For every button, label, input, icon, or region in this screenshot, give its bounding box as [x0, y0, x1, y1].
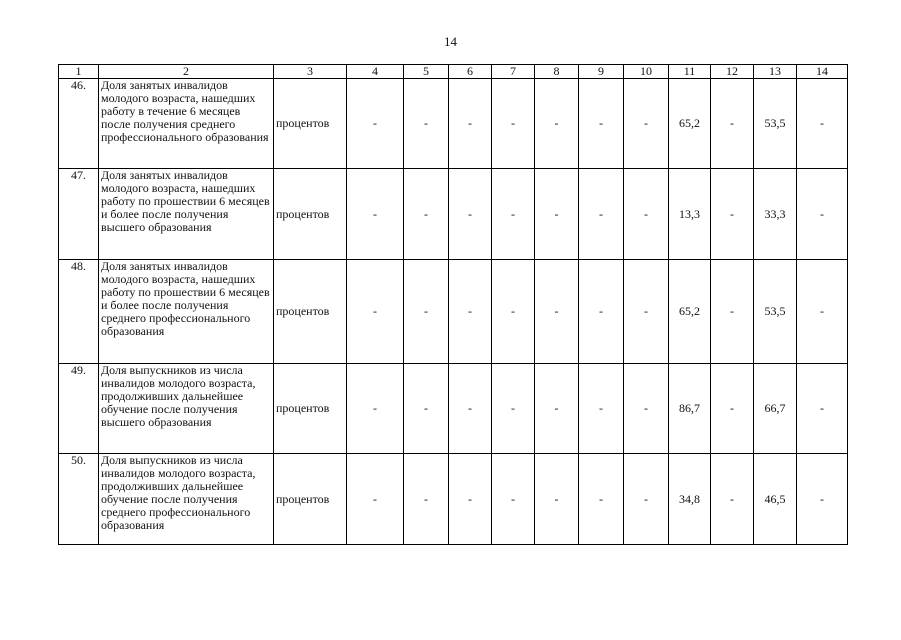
- table-row: [59, 364, 848, 454]
- unit-cell: процентов: [274, 454, 347, 545]
- column-number: 10: [624, 65, 669, 79]
- table-row: [59, 454, 848, 545]
- value-cell: 33,3: [754, 169, 797, 260]
- value-cell: 65,2: [669, 79, 711, 169]
- value-cell: -: [535, 364, 579, 454]
- value-cell: -: [449, 364, 492, 454]
- value-cell: -: [797, 364, 848, 454]
- column-number: 5: [404, 65, 449, 79]
- indicator-name: Доля занятых инвалидов молодого возраста, нашедших работу в течение 6 месяцев после получения среднего профессионального образования: [99, 79, 274, 169]
- unit-cell: процентов: [274, 79, 347, 169]
- value-cell: -: [579, 364, 624, 454]
- column-number: 6: [449, 65, 492, 79]
- indicator-name: Доля выпускников из числа инвалидов молодого возраста, продолживших дальнейшее обучение после получения среднего профессионального образования: [99, 454, 274, 545]
- row-number: 48.: [59, 260, 99, 364]
- value-cell: 65,2: [669, 260, 711, 364]
- value-cell: -: [535, 454, 579, 545]
- value-cell: -: [347, 79, 404, 169]
- unit-cell: процентов: [274, 169, 347, 260]
- column-number: 9: [579, 65, 624, 79]
- value-cell: -: [535, 260, 579, 364]
- column-number: 11: [669, 65, 711, 79]
- value-cell: -: [797, 454, 848, 545]
- row-number: 47.: [59, 169, 99, 260]
- value-cell: -: [449, 454, 492, 545]
- value-cell: -: [347, 260, 404, 364]
- value-cell: -: [492, 79, 535, 169]
- row-number: 50.: [59, 454, 99, 545]
- value-cell: -: [492, 260, 535, 364]
- value-cell: -: [492, 454, 535, 545]
- indicator-name: Доля выпускников из числа инвалидов молодого возраста, продолживших дальнейшее обучение после получения высшего образования: [99, 364, 274, 454]
- value-cell: -: [797, 79, 848, 169]
- value-cell: 53,5: [754, 79, 797, 169]
- value-cell: -: [404, 260, 449, 364]
- value-cell: 66,7: [754, 364, 797, 454]
- value-cell: 53,5: [754, 260, 797, 364]
- value-cell: -: [579, 79, 624, 169]
- column-number: 1: [59, 65, 99, 79]
- column-number: 14: [797, 65, 848, 79]
- table-row: [59, 79, 848, 169]
- value-cell: -: [579, 454, 624, 545]
- value-cell: -: [711, 454, 754, 545]
- value-cell: -: [492, 169, 535, 260]
- indicator-name: Доля занятых инвалидов молодого возраста, нашедших работу по прошествии 6 месяцев и более после получения высшего образования: [99, 169, 274, 260]
- value-cell: -: [347, 364, 404, 454]
- table-row: [59, 169, 848, 260]
- column-numbers-row: [59, 65, 848, 79]
- unit-cell: процентов: [274, 260, 347, 364]
- value-cell: -: [449, 169, 492, 260]
- value-cell: -: [624, 454, 669, 545]
- unit-cell: процентов: [274, 364, 347, 454]
- value-cell: -: [624, 260, 669, 364]
- value-cell: -: [347, 169, 404, 260]
- value-cell: -: [711, 364, 754, 454]
- column-number: 13: [754, 65, 797, 79]
- value-cell: -: [535, 169, 579, 260]
- page-number: 14: [444, 34, 457, 49]
- value-cell: -: [711, 260, 754, 364]
- column-number: 2: [99, 65, 274, 79]
- value-cell: 34,8: [669, 454, 711, 545]
- value-cell: -: [404, 169, 449, 260]
- column-number: 4: [347, 65, 404, 79]
- column-number: 3: [274, 65, 347, 79]
- value-cell: -: [711, 169, 754, 260]
- column-number: 8: [535, 65, 579, 79]
- value-cell: -: [797, 169, 848, 260]
- value-cell: -: [579, 260, 624, 364]
- value-cell: -: [711, 79, 754, 169]
- value-cell: -: [624, 364, 669, 454]
- value-cell: -: [449, 79, 492, 169]
- table-row: [59, 260, 848, 364]
- value-cell: -: [797, 260, 848, 364]
- value-cell: -: [624, 79, 669, 169]
- value-cell: -: [347, 454, 404, 545]
- value-cell: -: [449, 260, 492, 364]
- indicator-table: [58, 64, 848, 545]
- value-cell: -: [404, 79, 449, 169]
- row-number: 49.: [59, 364, 99, 454]
- column-number: 12: [711, 65, 754, 79]
- value-cell: 46,5: [754, 454, 797, 545]
- value-cell: -: [404, 454, 449, 545]
- value-cell: -: [404, 364, 449, 454]
- indicator-name: Доля занятых инвалидов молодого возраста, нашедших работу по прошествии 6 месяцев и более после получения среднего профессионального образования: [99, 260, 274, 364]
- row-number: 46.: [59, 79, 99, 169]
- value-cell: 86,7: [669, 364, 711, 454]
- value-cell: -: [535, 79, 579, 169]
- value-cell: -: [579, 169, 624, 260]
- column-number: 7: [492, 65, 535, 79]
- value-cell: 13,3: [669, 169, 711, 260]
- value-cell: -: [492, 364, 535, 454]
- value-cell: -: [624, 169, 669, 260]
